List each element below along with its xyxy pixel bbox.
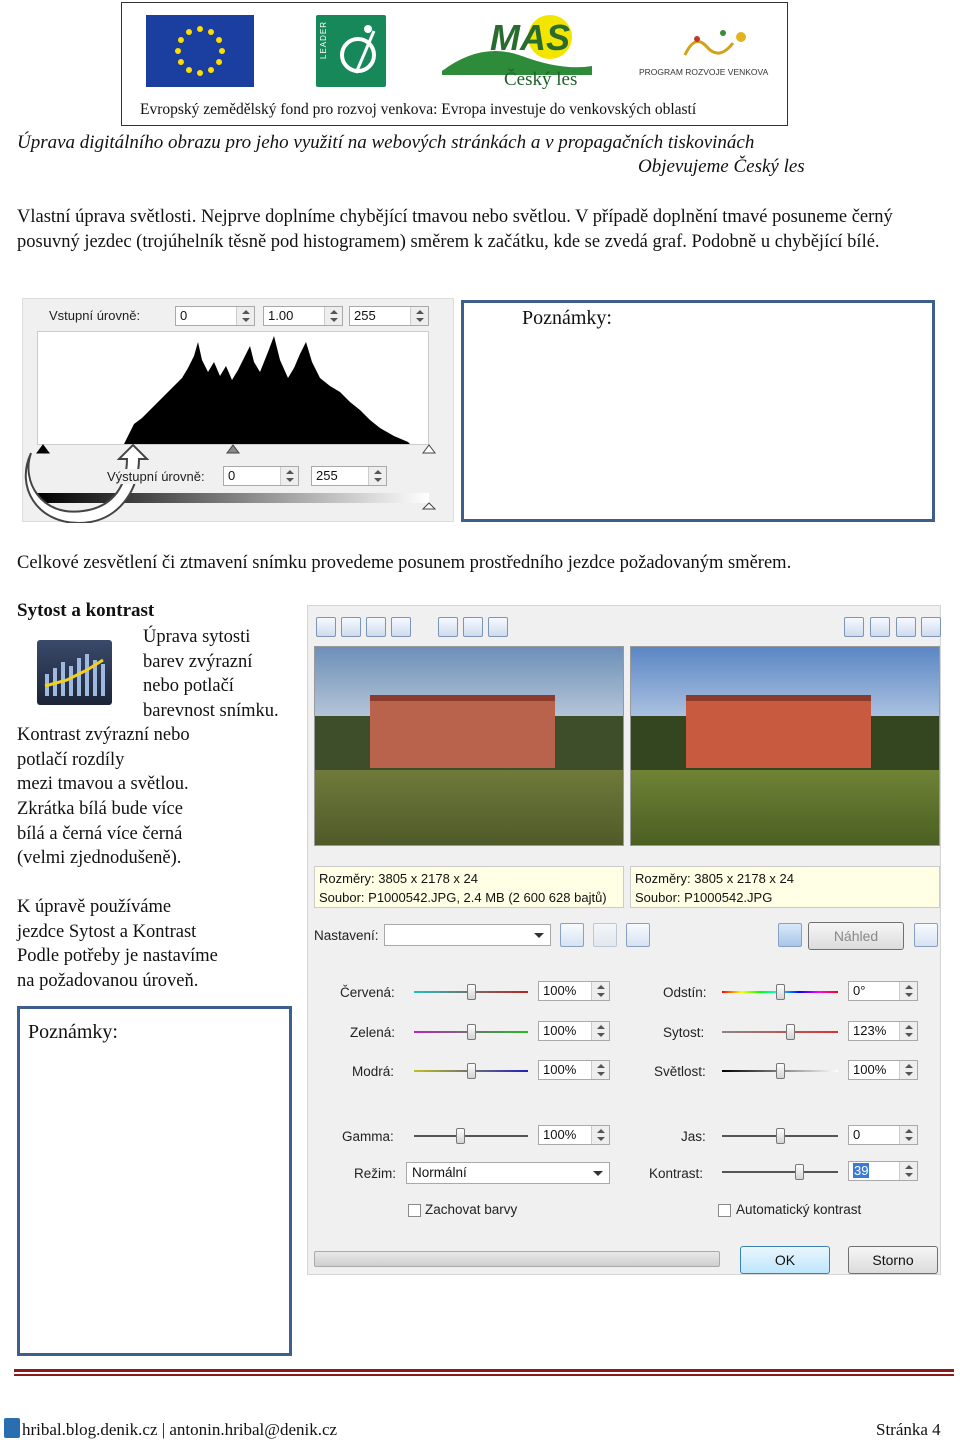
red-value: 100% xyxy=(543,983,577,998)
footer-contact: hribal.blog.denik.cz | antonin.hribal@denik.cz xyxy=(22,1420,338,1439)
hue-field[interactable] xyxy=(848,981,918,1001)
input-level-white-value: 255 xyxy=(354,308,376,323)
footer-rule xyxy=(14,1369,954,1372)
blue-value: 100% xyxy=(543,1062,577,1077)
text-line: mezi tmavou a světlou. xyxy=(17,774,189,794)
saturation-label: Sytost: xyxy=(663,1025,705,1040)
output-level-black-field[interactable] xyxy=(223,466,299,486)
green-field[interactable] xyxy=(538,1021,610,1041)
notes-box-2[interactable] xyxy=(17,1006,292,1356)
curved-arrow-icon xyxy=(26,445,147,523)
spin-arrows-icon[interactable] xyxy=(899,1162,917,1180)
contrast-slider[interactable] xyxy=(722,1164,838,1180)
output-level-white-value: 255 xyxy=(316,468,338,483)
saturation-slider[interactable] xyxy=(722,1024,838,1040)
output-level-white-field[interactable] xyxy=(311,466,387,486)
text-line: nebo potlačí xyxy=(143,676,234,696)
red-slider[interactable] xyxy=(414,984,528,1000)
compare-icon[interactable] xyxy=(914,923,938,947)
notes-box-1[interactable] xyxy=(461,300,935,522)
levels-screenshot xyxy=(22,298,454,522)
mode-value: Normální xyxy=(412,1165,467,1180)
spin-arrows-icon[interactable] xyxy=(324,307,342,325)
auto-contrast-checkbox[interactable] xyxy=(718,1204,731,1217)
gamma-slider-icon xyxy=(227,445,239,453)
spin-arrows-icon[interactable] xyxy=(899,982,917,1000)
leader-logo-text: LEADER xyxy=(319,21,328,60)
cancel-button[interactable]: Storno xyxy=(848,1246,938,1274)
info-icon[interactable] xyxy=(488,617,508,637)
adjusted-info-box xyxy=(630,866,940,908)
paragraph-levels: Vlastní úprava světlosti. Nejprve doplníme chybějící tmavou nebo světlou. V případě doplnění tmavé posuneme černý posuvný jezdec (trojúhelník těsně pod histogramem) směrem k začátku, kde se zvedá graf. Podobně u chybějící bílé. xyxy=(17,207,893,252)
input-level-black-field[interactable] xyxy=(175,306,255,326)
text-line: bílá a černá více černá xyxy=(17,824,183,844)
red-thumb xyxy=(467,984,476,1000)
black-point-slider-icon xyxy=(37,445,49,453)
red-label: Červená: xyxy=(340,985,395,1000)
spin-arrows-icon[interactable] xyxy=(591,1126,609,1144)
mas-logo-text: MAS xyxy=(490,17,570,58)
prv-logo-text: PROGRAM ROZVOJE VENKOVA xyxy=(639,67,769,77)
histogram-graph xyxy=(37,331,429,445)
picture-icon[interactable] xyxy=(438,617,458,637)
notes-label: Poznámky: xyxy=(28,1021,118,1043)
spin-arrows-icon[interactable] xyxy=(410,307,428,325)
paragraph-brightness: Celkové zesvětlení či ztmavení snímku provedeme posunem prostředního jezdce požadovaným směrem. xyxy=(17,553,792,573)
green-label: Zelená: xyxy=(350,1025,396,1040)
text-line: Zkrátka bílá bude více xyxy=(17,799,183,819)
blue-label: Modrá: xyxy=(352,1064,395,1079)
blue-slider[interactable] xyxy=(414,1063,528,1079)
input-level-white-field[interactable] xyxy=(349,306,429,326)
contrast-value: 39 xyxy=(854,1163,869,1178)
contrast-field[interactable] xyxy=(848,1161,918,1181)
ok-button[interactable]: OK xyxy=(740,1246,830,1274)
saturation-track xyxy=(722,1031,838,1033)
text-line: jezdce Sytost a Kontrast xyxy=(17,922,197,942)
original-view-icon[interactable] xyxy=(921,617,941,637)
leader-logo xyxy=(316,15,386,87)
brightness-slider[interactable] xyxy=(722,1128,838,1144)
spin-arrows-icon[interactable] xyxy=(899,1126,917,1144)
contrast-label: Kontrast: xyxy=(649,1166,704,1181)
saturation-thumb xyxy=(786,1024,795,1040)
original-file: Soubor: P1000542.JPG, 2.4 MB (2 600 628 bajtů) xyxy=(319,890,607,905)
spin-arrows-icon[interactable] xyxy=(236,307,254,325)
output-levels-label: Výstupní úrovně: xyxy=(107,469,205,484)
hue-thumb xyxy=(776,984,785,1000)
saturation-tool-icon xyxy=(37,640,112,705)
lightness-field[interactable] xyxy=(848,1060,918,1080)
zoom-in-icon[interactable] xyxy=(316,617,336,637)
hue-label: Odstín: xyxy=(663,985,707,1000)
original-photo-preview[interactable] xyxy=(314,646,624,846)
gamma-field[interactable] xyxy=(538,1125,610,1145)
lightness-thumb xyxy=(776,1063,785,1079)
text-line: barev zvýrazní xyxy=(143,652,253,672)
single-view-icon[interactable] xyxy=(896,617,916,637)
text-line: K úpravě používáme xyxy=(17,897,172,917)
banner-caption: Evropský zemědělský fond pro rozvoj venkova: Evropa investuje do venkovských oblastí xyxy=(140,101,697,118)
green-value: 100% xyxy=(543,1023,577,1038)
gamma-slider[interactable] xyxy=(414,1128,528,1144)
page-number: Stránka 4 xyxy=(876,1420,941,1439)
preset-dropdown[interactable] xyxy=(384,924,551,946)
contrast-thumb xyxy=(795,1164,804,1180)
input-level-gamma-value: 1.00 xyxy=(268,308,294,323)
hue-value: 0° xyxy=(853,983,866,998)
notes-label: Poznámky: xyxy=(522,307,612,329)
spin-arrows-icon[interactable] xyxy=(280,467,298,485)
footer-rule xyxy=(14,1374,954,1376)
text-line: Úprava sytosti xyxy=(143,627,251,647)
keep-colors-checkbox[interactable] xyxy=(408,1204,421,1217)
input-level-black-value: 0 xyxy=(180,308,188,323)
save-preset-icon[interactable] xyxy=(560,923,584,947)
highlight-icon[interactable] xyxy=(463,617,483,637)
mode-label: Režim: xyxy=(354,1166,397,1181)
spin-arrows-icon[interactable] xyxy=(591,1061,609,1079)
lightness-value: 100% xyxy=(853,1062,887,1077)
zoom-actual-size-icon[interactable] xyxy=(366,617,386,637)
saturation-value: 123% xyxy=(853,1023,887,1038)
header-banner xyxy=(121,2,788,126)
section-title: Sytost a kontrast xyxy=(17,600,155,621)
spin-arrows-icon[interactable] xyxy=(899,1061,917,1079)
brightness-field[interactable] xyxy=(848,1125,918,1145)
progress-bar xyxy=(314,1251,720,1267)
delete-preset-icon[interactable] xyxy=(593,923,617,947)
white-point-slider-icon xyxy=(423,445,435,453)
original-info-box xyxy=(314,866,624,908)
eu-flag-logo xyxy=(146,15,254,87)
saturation-field[interactable] xyxy=(848,1021,918,1041)
green-thumb xyxy=(467,1024,476,1040)
preset-label: Nastavení: xyxy=(314,928,379,943)
blue-thumb xyxy=(467,1063,476,1079)
text-line: (velmi zjednodušeně). xyxy=(17,848,182,868)
blue-field[interactable] xyxy=(538,1060,610,1080)
input-levels-label: Vstupní úrovně: xyxy=(49,308,141,323)
undo-icon[interactable] xyxy=(626,923,650,947)
zoom-fit-icon[interactable] xyxy=(391,617,411,637)
green-slider[interactable] xyxy=(414,1024,528,1040)
text-line: na požadovanou úroveň. xyxy=(17,971,199,991)
adjusted-file: Soubor: P1000542.JPG xyxy=(635,890,773,905)
split-vertical-view-icon[interactable] xyxy=(844,617,864,637)
lock-preview-icon[interactable] xyxy=(778,923,802,947)
document-title: Úprava digitálního obrazu pro jeho využití na webových stránkách a v propagačních tiskovinách xyxy=(17,132,755,153)
spin-arrows-icon[interactable] xyxy=(591,1022,609,1040)
spin-arrows-icon[interactable] xyxy=(368,467,386,485)
hue-slider[interactable] xyxy=(722,984,838,1000)
text-line: barevnost snímku. xyxy=(143,701,279,721)
document-subtitle: Objevujeme Český les xyxy=(638,156,805,177)
brightness-value: 0 xyxy=(853,1127,861,1142)
brightness-label: Jas: xyxy=(681,1129,706,1144)
denik-logo-icon xyxy=(4,1418,20,1438)
text-line: Podle potřeby je nastavíme xyxy=(17,946,218,966)
gamma-label: Gamma: xyxy=(342,1129,394,1144)
zoom-out-icon[interactable] xyxy=(341,617,361,637)
program-rozvoje-venkova-logo xyxy=(637,25,767,85)
output-level-black-value: 0 xyxy=(228,468,236,483)
mas-logo-subtext: Český les xyxy=(504,69,578,90)
mode-dropdown[interactable] xyxy=(406,1162,610,1184)
adjusted-photo-preview[interactable] xyxy=(630,646,940,846)
keep-colors-label: Zachovat barvy xyxy=(425,1202,518,1217)
original-dimensions: Rozměry: 3805 x 2178 x 24 xyxy=(319,871,478,886)
preview-button[interactable]: Náhled xyxy=(808,922,904,950)
mas-cesky-les-logo xyxy=(442,11,592,91)
red-field[interactable] xyxy=(538,981,610,1001)
split-horizontal-view-icon[interactable] xyxy=(870,617,890,637)
spin-arrows-icon[interactable] xyxy=(591,982,609,1000)
saturation-contrast-dialog xyxy=(307,605,941,1275)
spin-arrows-icon[interactable] xyxy=(899,1022,917,1040)
brightness-thumb xyxy=(776,1128,785,1144)
text-line: potlačí rozdíly xyxy=(17,750,125,770)
gamma-thumb xyxy=(456,1128,465,1144)
input-level-gamma-field[interactable] xyxy=(263,306,343,326)
adjusted-dimensions: Rozměry: 3805 x 2178 x 24 xyxy=(635,871,794,886)
lightness-label: Světlost: xyxy=(654,1064,706,1079)
auto-contrast-label: Automatický kontrast xyxy=(736,1202,862,1217)
text-line: Kontrast zvýrazní nebo xyxy=(17,725,190,745)
lightness-slider[interactable] xyxy=(722,1063,838,1079)
gamma-value: 100% xyxy=(543,1127,577,1142)
